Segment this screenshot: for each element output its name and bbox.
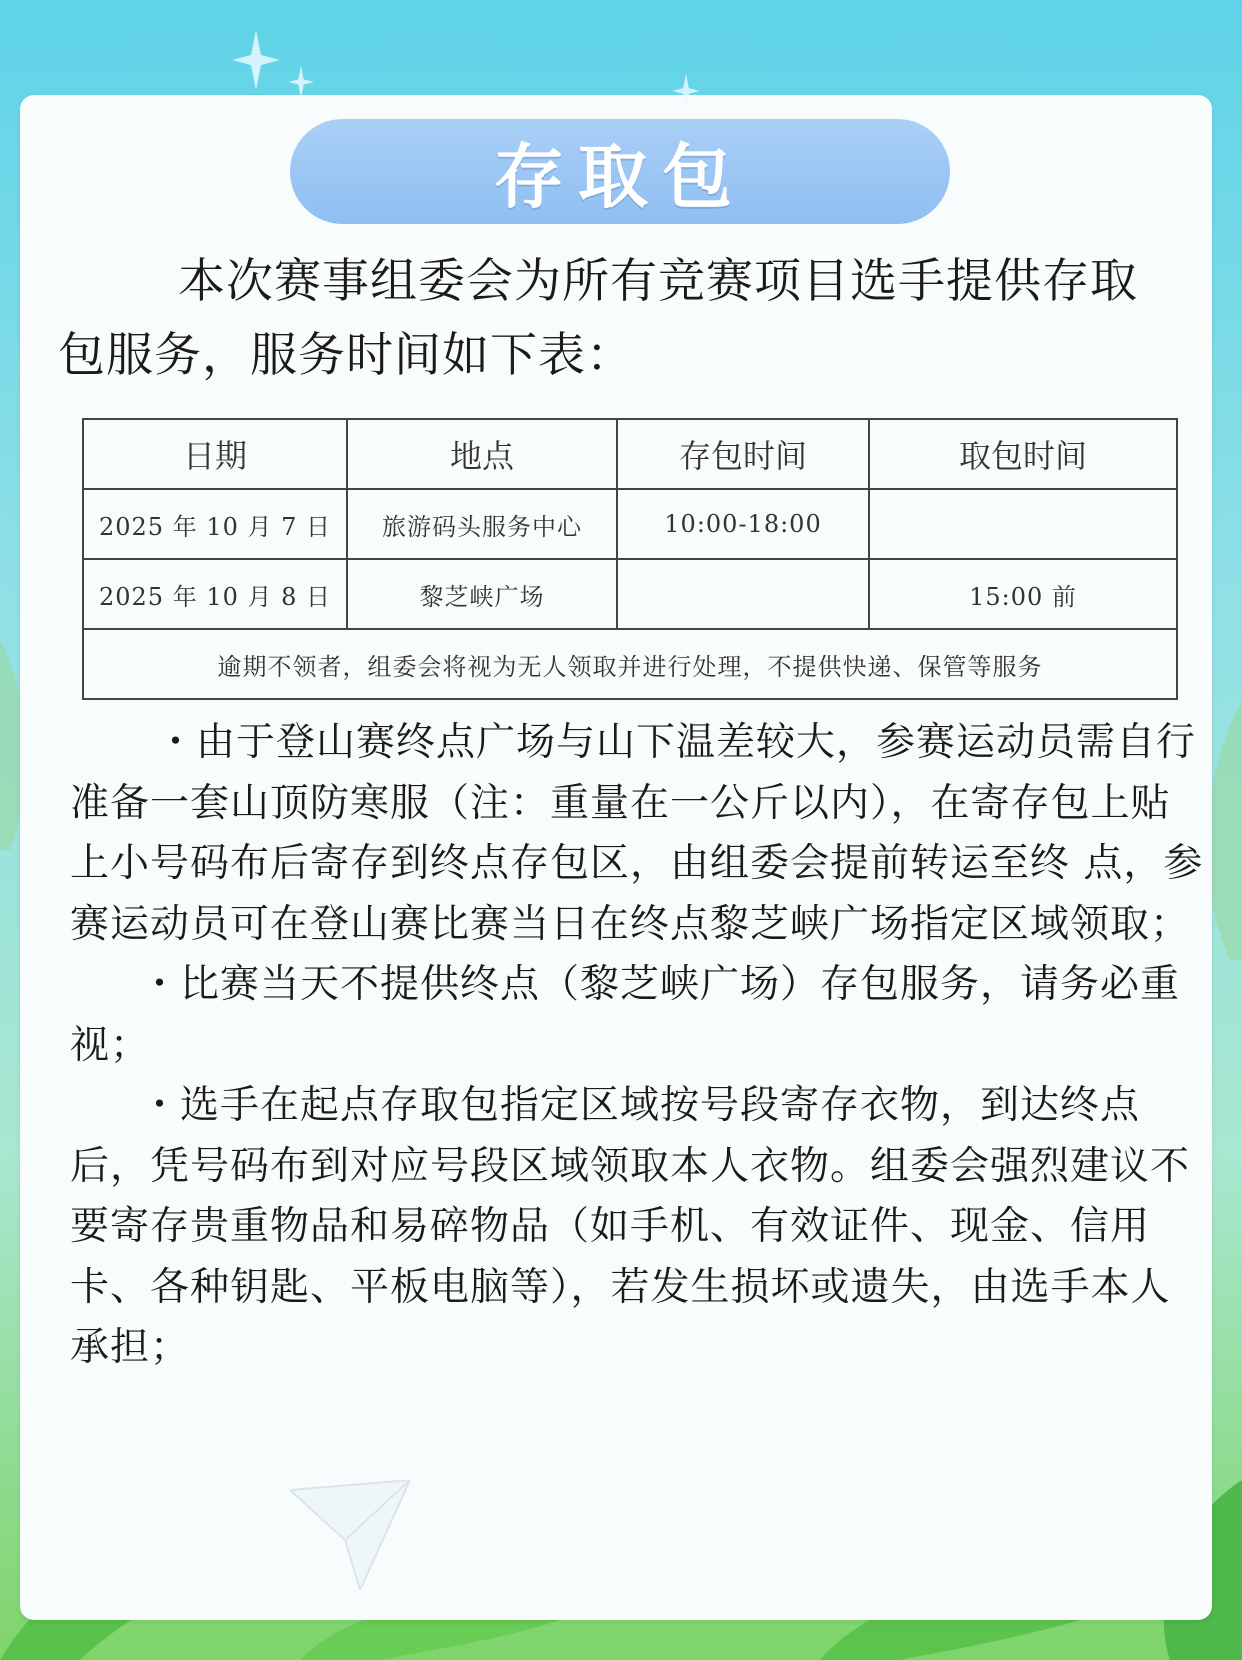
paragraph-no-finish-storage: ・比赛当天不提供终点（黎芝峡广场）存包服务，请务必重视； xyxy=(70,962,1181,1068)
paragraph-warm-clothing: ・由于登山赛终点广场与山下温差较大，参赛运动员需自行准备一套山顶防寒服（注：重量在一公斤以内），在寄存包上贴上小号码布后寄存到终点存包区，由组委会提前转运至终 点，参赛运动员可在登山赛比赛当日在终点黎芝峡广场指定区域领取； xyxy=(70,720,1204,947)
table-note-row xyxy=(83,629,1177,699)
header-location: 地点 xyxy=(347,419,617,489)
cell-date: 2025 年 10 月 8 日 xyxy=(83,559,347,629)
table-note: 逾期不领者，组委会将视为无人领取并进行处理，不提供快递、保管等服务 xyxy=(83,629,1177,699)
header-date: 日期 xyxy=(83,419,347,489)
header-dropoff-time: 存包时间 xyxy=(617,419,869,489)
table-row xyxy=(83,489,1177,559)
sparkle-icon xyxy=(232,30,280,90)
cell-location: 旅游码头服务中心 xyxy=(347,489,617,559)
schedule-table xyxy=(82,418,1178,700)
table-header-row xyxy=(83,419,1177,489)
paragraph-start-storage: ・选手在起点存取包指定区域按号段寄存衣物，到达终点后，凭号码布到对应号段区域领取本人衣物。组委会强烈建议不要寄存贵重物品和易碎物品（如手机、有效证件、现金、信用卡、各种钥匙、平板电脑等），若发生损坏或遗失，由选手本人承担； xyxy=(70,1083,1191,1370)
header-pickup-time: 取包时间 xyxy=(869,419,1177,489)
cell-pickup-time xyxy=(869,489,1177,559)
cell-dropoff-time: 10:00-18:00 xyxy=(617,489,869,559)
content-card xyxy=(20,95,1212,1620)
cell-location: 黎芝峡广场 xyxy=(347,559,617,629)
sparkle-icon xyxy=(288,66,314,98)
intro-text: 本次赛事组委会为所有竞赛项目选手提供存取包服务，服务时间如下表： xyxy=(58,254,1138,383)
cell-date: 2025 年 10 月 7 日 xyxy=(83,489,347,559)
cell-pickup-time: 15:00 前 xyxy=(869,559,1177,629)
table-row xyxy=(83,559,1177,629)
sparkle-icon xyxy=(672,74,700,108)
instructions xyxy=(70,713,1210,1379)
cell-dropoff-time xyxy=(617,559,869,629)
page-title: 存取包 xyxy=(494,135,746,218)
paper-plane-icon xyxy=(290,1480,410,1590)
title-banner xyxy=(290,119,950,224)
